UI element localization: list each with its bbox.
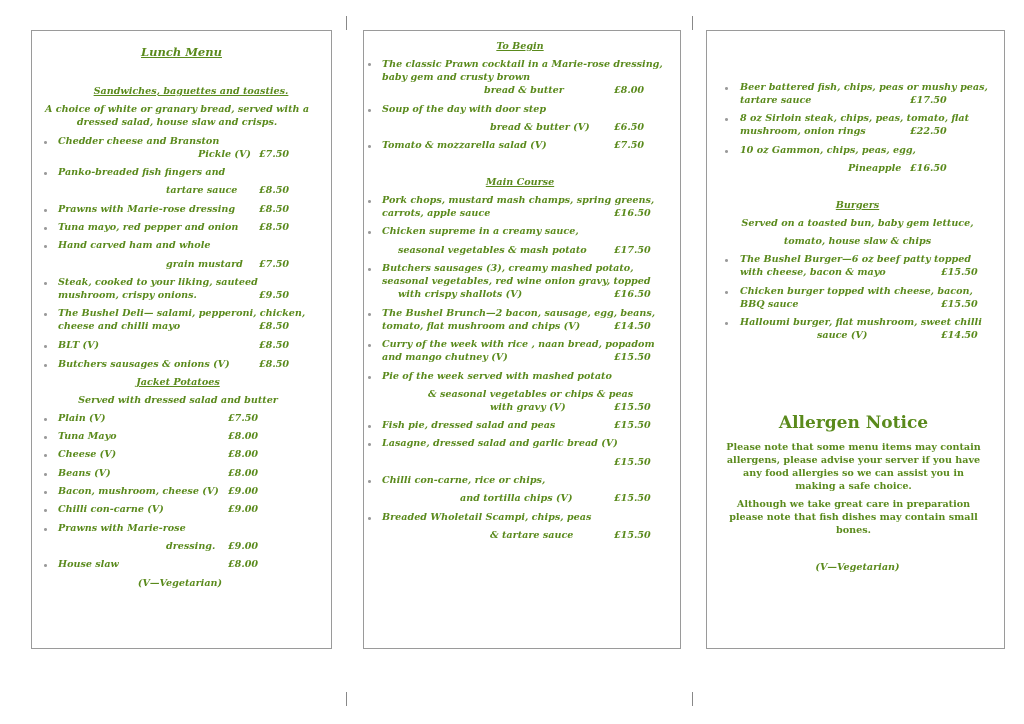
menu-item: & tartare sauce: [490, 530, 574, 541]
to-begin-heading: To Begin: [496, 41, 544, 52]
menu-item: 10 oz Gammon, chips, peas, egg,: [740, 145, 916, 156]
burgers-heading: Burgers: [835, 200, 880, 211]
menu-item: Curry of the week with rice , naan bread, popadom: [382, 339, 655, 350]
menu-item: Pickle (V): [198, 149, 251, 160]
menu-price: £15.50: [614, 352, 651, 363]
menu-price: £8.50: [259, 321, 290, 332]
menu-price: £15.50: [614, 420, 651, 431]
menu-item: Chedder cheese and Branston: [58, 136, 220, 147]
menu-price: £17.50: [910, 95, 947, 106]
menu-item: baby gem and crusty brown: [382, 72, 531, 83]
bullet-icon: [44, 172, 47, 175]
menu-item: tartare sauce: [740, 95, 812, 106]
menu-item: Prawns with Marie-rose: [58, 523, 186, 534]
menu-price: £9.00: [228, 504, 259, 515]
bullet-icon: [368, 376, 371, 379]
bullet-icon: [725, 87, 728, 90]
bullet-icon: [368, 517, 371, 520]
bullet-icon: [44, 528, 47, 531]
menu-item: Butchers sausages (3), creamy mashed potato,: [382, 263, 634, 274]
bullet-icon: [725, 259, 728, 262]
menu-price: £17.50: [614, 245, 651, 256]
menu-price: £8.50: [259, 204, 290, 215]
menu-price: £14.50: [614, 321, 651, 332]
menu-price: £15.50: [941, 299, 978, 310]
bullet-icon: [44, 454, 47, 457]
menu-item: Tuna mayo, red pepper and onion: [58, 222, 239, 233]
menu-item: with gravy (V): [490, 402, 566, 413]
mains-burgers-allergen-panel: [706, 30, 1005, 649]
menu-item: tartare sauce: [166, 185, 238, 196]
menu-price: £9.50: [259, 290, 290, 301]
allergen-notice-heading: Allergen Notice: [778, 413, 929, 433]
menu-item: Pineapple: [848, 163, 902, 174]
menu-price: £9.00: [228, 541, 259, 552]
lunch-menu-title: Lunch Menu: [141, 45, 222, 59]
vegetarian-note: (V—Vegetarian): [137, 578, 223, 589]
menu-price: £8.00: [228, 559, 259, 570]
menu-item: Pork chops, mustard mash champs, spring greens,: [382, 195, 655, 206]
menu-price: £8.50: [259, 340, 290, 351]
menu-price: £22.50: [910, 126, 947, 137]
sandwiches-heading: Sandwiches, baguettes and toasties.: [93, 86, 289, 97]
menu-item: Beer battered fish, chips, peas or mushy peas,: [740, 82, 988, 93]
menu-item: sauce (V): [817, 330, 868, 341]
menu-item: seasonal vegetables, red wine onion gravy, topped: [382, 276, 651, 287]
allergen-text: allergens, please advise your server if you have: [726, 455, 981, 466]
menu-price: £15.50: [614, 493, 651, 504]
menu-item: and tortilla chips (V): [460, 493, 573, 504]
menu-item: cheese and chilli mayo: [58, 321, 181, 332]
menu-item: Halloumi burger, flat mushroom, sweet chilli: [740, 317, 982, 328]
allergen-text: making a safe choice.: [795, 481, 912, 492]
menu-item: Chicken supreme in a creamy sauce,: [382, 226, 579, 237]
menu-price: £16.50: [614, 208, 651, 219]
allergen-text: Although we take great care in preparation: [736, 499, 971, 510]
burgers-description: Served on a toasted bun, baby gem lettuce,: [741, 218, 974, 229]
menu-item: dressing.: [166, 541, 216, 552]
bullet-icon: [368, 268, 371, 271]
menu-item: & seasonal vegetables or chips & peas: [428, 389, 634, 400]
menu-price: £16.50: [614, 289, 651, 300]
bullet-icon: [368, 425, 371, 428]
bullet-icon: [44, 209, 47, 212]
bullet-icon: [368, 480, 371, 483]
menu-price: £8.50: [259, 359, 290, 370]
menu-item: Tomato & mozzarella salad (V): [382, 140, 547, 151]
bullet-icon: [44, 436, 47, 439]
menu-price: £15.50: [614, 402, 651, 413]
menu-price: £7.50: [614, 140, 645, 151]
menu-item: Beans (V): [58, 468, 111, 479]
menu-item: 8 oz Sirloin steak, chips, peas, tomato, flat: [740, 113, 970, 124]
menu-item: Breaded Wholetail Scampi, chips, peas: [382, 512, 592, 523]
menu-price: £7.50: [259, 259, 290, 270]
bullet-icon: [44, 141, 47, 144]
bullet-icon: [44, 564, 47, 567]
menu-item: The Bushel Deli— salami, pepperoni, chicken,: [58, 308, 306, 319]
menu-price: £8.50: [259, 222, 290, 233]
fold-mark-bottom-right: [692, 692, 693, 706]
menu-price: £15.50: [941, 267, 978, 278]
menu-item: bread & butter: [484, 85, 564, 96]
bullet-icon: [725, 150, 728, 153]
vegetarian-note: (V—Vegetarian): [815, 562, 900, 573]
menu-item: Chilli con-carne (V): [58, 504, 164, 515]
burgers-description: tomato, house slaw & chips: [783, 236, 932, 247]
menu-item: Lasagne, dressed salad and garlic bread (V): [382, 438, 618, 449]
bullet-icon: [725, 322, 728, 325]
menu-item: grain mustard: [166, 259, 243, 270]
menu-item: The Bushel Burger—6 oz beef patty topped: [740, 254, 972, 265]
menu-price: £8.00: [228, 431, 259, 442]
bullet-icon: [368, 313, 371, 316]
menu-item: seasonal vegetables & mash potato: [398, 245, 587, 256]
menu-item: and mango chutney (V): [382, 352, 508, 363]
menu-item: Chicken burger topped with cheese, bacon,: [740, 286, 973, 297]
fold-mark-top-left: [346, 16, 347, 30]
bullet-icon: [44, 473, 47, 476]
allergen-text: please note that fish dishes may contain small: [729, 512, 978, 523]
bullet-icon: [44, 313, 47, 316]
menu-item: tomato, flat mushroom and chips (V): [382, 321, 581, 332]
menu-item: Prawns with Marie-rose dressing: [58, 204, 236, 215]
menu-item: Fish pie, dressed salad and peas: [382, 420, 556, 431]
menu-price: £8.50: [259, 185, 290, 196]
menu-price: £6.50: [614, 122, 645, 133]
menu-price: £8.00: [228, 449, 259, 460]
bullet-icon: [44, 227, 47, 230]
menu-item: Bacon, mushroom, cheese (V): [58, 486, 219, 497]
menu-price: £14.50: [941, 330, 978, 341]
menu-item: Hand carved ham and whole: [58, 240, 211, 251]
menu-item: BLT (V): [58, 340, 100, 351]
menu-item: mushroom, crispy onions.: [58, 290, 197, 301]
bullet-icon: [368, 200, 371, 203]
menu-item: with crispy shallots (V): [398, 289, 523, 300]
menu-price: £8.00: [614, 85, 645, 96]
menu-item: carrots, apple sauce: [382, 208, 491, 219]
bullet-icon: [368, 63, 371, 66]
bullet-icon: [368, 344, 371, 347]
bullet-icon: [368, 231, 371, 234]
bullet-icon: [44, 491, 47, 494]
allergen-text: Please note that some menu items may contain: [726, 442, 981, 453]
menu-item: Butchers sausages & onions (V): [58, 359, 230, 370]
main-course-heading: Main Course: [485, 177, 555, 188]
menu-price: £15.50: [614, 530, 651, 541]
bullet-icon: [44, 345, 47, 348]
menu-item: mushroom, onion rings: [740, 126, 866, 137]
bullet-icon: [725, 291, 728, 294]
menu-item: Pie of the week served with mashed potato: [382, 371, 612, 382]
sandwich-description: dressed salad, house slaw and crisps.: [76, 117, 278, 128]
bullet-icon: [44, 282, 47, 285]
bullet-icon: [44, 509, 47, 512]
lunch-menu-panel: [31, 30, 332, 649]
bullet-icon: [44, 245, 47, 248]
bullet-icon: [44, 364, 47, 367]
menu-item: Chilli con-carne, rice or chips,: [382, 475, 546, 486]
sandwich-description: A choice of white or granary bread, served with a: [44, 104, 310, 115]
menu-price: £15.50: [614, 457, 651, 468]
bullet-icon: [368, 109, 371, 112]
menu-item: Cheese (V): [58, 449, 117, 460]
starters-mains-panel: [363, 30, 681, 649]
bullet-icon: [368, 443, 371, 446]
menu-item: House slaw: [58, 559, 119, 570]
menu-item: The classic Prawn cocktail in a Marie-rose dressing,: [382, 59, 663, 70]
menu-item: Tuna Mayo: [58, 431, 117, 442]
menu-price: £8.00: [228, 468, 259, 479]
menu-item: Soup of the day with door step: [382, 104, 547, 115]
menu-item: BBQ sauce: [740, 299, 799, 310]
bullet-icon: [368, 145, 371, 148]
menu-item: with cheese, bacon & mayo: [740, 267, 886, 278]
menu-price: £9.00: [228, 486, 259, 497]
bullet-icon: [44, 418, 47, 421]
fold-mark-top-right: [692, 16, 693, 30]
jacket-description: Served with dressed salad and butter: [78, 395, 278, 406]
fold-mark-bottom-left: [346, 692, 347, 706]
jacket-potatoes-heading: Jacket Potatoes: [136, 377, 220, 388]
menu-item: bread & butter (V): [490, 122, 590, 133]
menu-price: £16.50: [910, 163, 947, 174]
bullet-icon: [725, 118, 728, 121]
allergen-text: bones.: [836, 525, 871, 536]
menu-item: The Bushel Brunch—2 bacon, sausage, egg, beans,: [382, 308, 656, 319]
menu-item: Panko-breaded fish fingers and: [58, 167, 226, 178]
menu-price: £7.50: [259, 149, 290, 160]
menu-item: Steak, cooked to your liking, sauteed: [58, 277, 258, 288]
allergen-text: any food allergies so we can assist you in: [743, 468, 964, 479]
menu-price: £7.50: [228, 413, 259, 424]
menu-item: Plain (V): [58, 413, 106, 424]
